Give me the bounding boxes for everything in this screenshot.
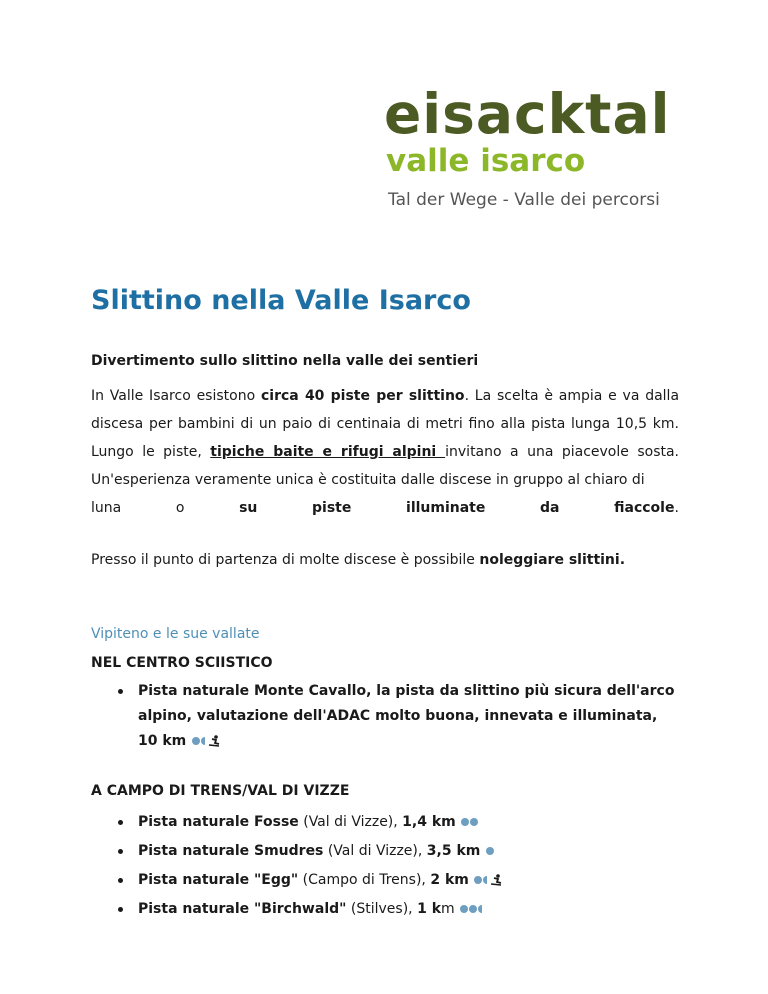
rental-text: Presso il punto di partenza di molte discese è possibile: [91, 552, 480, 568]
slope-name: Pista naturale Smudres: [138, 843, 324, 859]
slope-name: Pista naturale "Egg": [138, 872, 299, 888]
slope-place: (Val di Vizze),: [327, 843, 423, 859]
logo: [384, 84, 684, 210]
slope-length-unit: m: [441, 901, 455, 917]
word: illuminate: [406, 500, 486, 516]
slope-name: Pista naturale "Birchwald": [138, 901, 347, 917]
logo-wordmark: eisacktal: [384, 82, 671, 146]
word: piste: [312, 500, 352, 516]
list-item: [91, 895, 679, 923]
difficulty-half-dot-icon: [478, 905, 482, 913]
slope-length: 3,5 km: [426, 843, 481, 859]
list-item: [91, 679, 679, 754]
word: luna: [91, 500, 122, 516]
section-heading: A CAMPO DI TRENS/VAL DI VIZZE: [91, 783, 350, 799]
difficulty-dot-icon: [461, 818, 469, 826]
logo-subtitle: valle isarco: [386, 143, 586, 179]
difficulty-dot-icon: [474, 876, 482, 884]
word: su: [239, 500, 258, 516]
logo-tagline: Tal der Wege - Valle dei percorsi: [388, 190, 660, 210]
sled-icon: [207, 734, 221, 748]
intro-text: invitano a una piacevole sosta. Un'esperienza veramente unica è costituita dalle discese in gruppo al chiaro di: [91, 444, 680, 488]
difficulty-dot-icon: [460, 905, 468, 913]
subheading: Divertimento sullo slittino nella valle dei sentieri: [91, 353, 479, 369]
sled-icon: [489, 873, 503, 887]
slope-length: 1 k: [417, 901, 442, 917]
word: fiaccole: [614, 500, 675, 516]
difficulty-half-dot-icon: [201, 737, 205, 745]
list-item: [91, 866, 679, 894]
section-heading: NEL CENTRO SCIISTICO: [91, 655, 273, 671]
slope-length: 1,4 km: [402, 814, 456, 830]
slope-place: (Stilves),: [350, 901, 413, 917]
list-item: [91, 808, 679, 836]
slope-name: Pista naturale Fosse: [138, 814, 299, 830]
slope-place: (Campo di Trens),: [302, 872, 426, 888]
slope-list: [91, 679, 679, 754]
region-heading: Vipiteno e le sue vallate: [91, 626, 260, 642]
difficulty-half-dot-icon: [483, 876, 487, 884]
word: [614, 494, 679, 522]
slope-place: (Val di Vizze),: [303, 814, 398, 830]
difficulty-dot-icon: [192, 737, 200, 745]
intro-last-line: [91, 494, 679, 522]
intro-text: . La scelta è ampia e va dalla discesa per bambini di un paio di centinaia di metri fino alla pista lunga 10,5 km. Lungo le piste,: [91, 388, 680, 460]
intro-underlined: tipiche baite e rifugi alpini: [210, 444, 446, 460]
document-body: [91, 350, 679, 924]
word: da: [540, 500, 560, 516]
slope-length: 2 km: [430, 872, 469, 888]
list-item: [91, 837, 679, 865]
page-title: Slittino nella Valle Isarco: [91, 285, 471, 316]
slope-description: Pista naturale Monte Cavallo, la pista da slittino più sicura dell'arco alpino, valutazione dell'ADAC molto buona, innevata e illuminata, 10 km: [138, 683, 675, 749]
slope-list: [91, 808, 679, 923]
difficulty-dot-icon: [469, 905, 477, 913]
intro-highlight: circa 40 piste per slittino: [260, 388, 465, 404]
period: .: [674, 500, 679, 516]
intro-text: In Valle Isarco esistono: [91, 388, 261, 404]
difficulty-dot-icon: [470, 818, 478, 826]
word: o: [175, 500, 185, 516]
difficulty-dot-icon: [486, 847, 494, 855]
rental-highlight: noleggiare slittini.: [479, 552, 626, 568]
rental-note: [91, 549, 679, 571]
intro-paragraph: [91, 382, 679, 494]
